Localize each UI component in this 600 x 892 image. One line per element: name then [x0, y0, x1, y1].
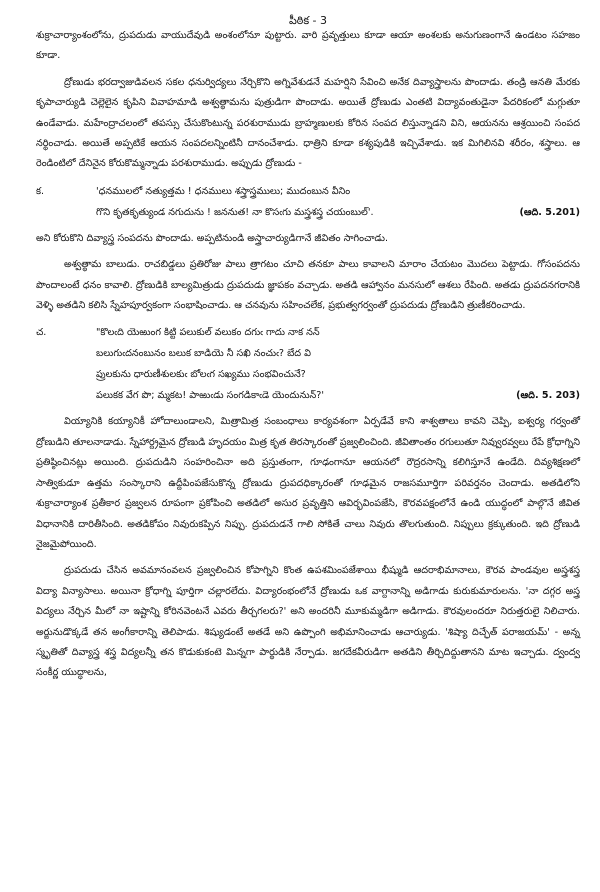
verse-reference: (ఆది. 5.201)	[519, 206, 580, 218]
paragraph-5: వియ్యానికి కయ్యానికీ హోదాలుండాలని, మిత్రామిత్ర సంబంధాలు కార్యవశంగా ఏర్పడేవే కాని శాశ్వతాలు కావని చెప్పి, ఐశ్వర్య గర్వంతో ద్రోణుడిని తూలనాడాడు. స్నేహార్ద్రమైన ద్రోణుడి హృదయం మిత్ర కృత తిరస్కారంతో ప్రజ్వలించింది. జీవితాంతం రగులుతూ నివ్వురవ్వలు రేపే క్రోధాగ్నిని ప్రతిష్ఠించినట్లు అయింది. ద్రుపదుడిని సంహరించినా అది ప్రస్తుతంగా, గూఢంగానూ ఆయనలో రౌద్రరసాన్ని కలిగిస్తూనే ఉండేది. దివ్యశిక్షణలో సాత్వికుడూ ఉత్తమ సంస్కారాని ఉద్దీపింపజేసుకొన్న ద్రోణుడు ద్రుపదధిక్కారంతో గూఢమైన రాజసమూర్తిగా పరివర్తనం చెందాడు. అతడిలోని శుక్రాచార్యాంశ ప్రతీకార ప్రజ్వలన రూపంగా ప్రకోపించి అతడిలో అసుర ప్రవృత్తిని ఆవిర్భవింపజేసి, కౌరవపక్షంలోనే ఉండి యుద్ధంలో పాల్గొనే జీవిత విధానానికి దారితీసింది. అతడికోపం నివురుకప్పిన నిప్పు. ద్రుపదుడనే గాలి సోకితే చాలు నివురు తొలగుతుంది. నిప్పులు క్రక్కుతుంది. ఇది ద్రోణుడి నైజమైపోయింది.	[36, 416, 580, 550]
paragraph-4: అశ్వత్థామ బాలుడు. రాచబిడ్డలు ప్రతిరోజు పాలు త్రాగటం చూచి తనకూ పాలు కావాలని మారాం చేయటం మొదలు పెట్టాడు. గోసంపదను పొందాలంటే ధనం కావాలి. ద్రోణుడికి బాల్యమిత్రుడు ద్రుపదుడు జ్ఞాపకం వచ్చాడు. అతడి ఆహ్వానం మనసులో ఆశలు రేపింది. అతడు ద్రుపదనగరానికి వెళ్ళి అతడిని కలిసి స్నేహపూర్వకంగా సంభాషించాడు. ఆ చనవును సహించలేక, ప్రభుత్వగర్వంతో ద్రుపదుడు ద్రోణుడిని త్రుణీకరించాడు.	[36, 259, 580, 312]
verse-lines	[96, 181, 580, 223]
verse-lines	[96, 322, 580, 406]
verse-line: 'ధనములలో నత్యుత్తమ ! ధనములు శస్త్రాస్త్రములు; ముదంబున వీనిం	[96, 185, 351, 197]
paragraph-2: ద్రోణుడు భరద్వాజుడివలన సకల ధనుర్విద్యలు నేర్చికొని అగ్నివేశుడనే మహర్షిని సేవించి అనేక దివ్యాస్త్రాలను పొందాడు. తండ్రి ఆనతి మేరకు కృపాచార్యుడి చెల్లెలైన కృపిని వివాహమాడి అశ్వత్థామను పుత్రుడిగా పొందాడు. అయితే ద్రోణుడు ఎంతటి విద్యావంతుడైనా పేదరికంలో మగ్గుతూ ఉండేవాడు. మహేంద్రాచలంలో తపస్సు చేసుకొంటున్న పరశురాముడు బ్రాహ్మణులకు కోరిన సంపద లిస్తున్నాడని విని, ఆయనను ఆశ్రయించి సంపద నర్థించాడు. అయితే అప్పటికే ఆయన సంపదలన్నింటినీ దానంచేశాడు. ధాత్రిని కూడా కశ్యపుడికి ఇచ్చివేశాడు. ఇక మిగిలినవి శరీరం, శస్త్రాలు. ఆ రెండింటిలో దేనినైన కోరుకొమ్మన్నాడు పరశురాముడు. అప్పుడు ద్రోణుడు -	[36, 76, 580, 170]
verse-reference: (ఆది. 5. 203)	[516, 390, 580, 402]
verse-line: గొని కృతకృత్యుండ నగుదును ! జననుత! నా కొసఁగు మస్త్రశస్త్ర చయంబుల్'. (ఆది. 5.201)	[96, 202, 580, 223]
verse-kanda	[36, 181, 580, 223]
verse-line: బలుగుఁదనంబునం బలుక బాడియె నీ సఖి నంచుఁ? బేద వి	[96, 348, 311, 360]
verse-line: పలుకక వేగ పొ; మ్మకట! పాఱుఁడు సంగడికాఁడె యెందునున్?' (ఆది. 5. 203)	[96, 385, 580, 406]
verse-meter: చ.	[36, 327, 47, 339]
paragraph-3: అని కోరుకొని దివ్యాస్త్ర సంపదను పొందాడు. అప్పటినుండి అస్త్రాచార్యుడిగానే జీవితం సాగించాడు.	[36, 232, 388, 244]
verse-meter: క.	[36, 185, 45, 197]
paragraph-1: శుక్రాచార్యాంశంలోను, ద్రుపదుడు వాయుదేవుడి అంశంలోనూ పుట్టారు. వారి ప్రవృత్తులు కూడా ఆయా అంశలకు అనుగుణంగానే ఉండటం సహజం కూడా.	[36, 30, 580, 62]
verse-line: ప్రులకును ధారుణీశులకుఁ బోలఁగ సఖ్యము సంభవించునే?	[96, 369, 306, 381]
verse-champakamala	[36, 322, 580, 406]
paragraph-6: ద్రుపదుడు చేసిన అవమానంవలన ప్రజ్వలించిన కోపాగ్నిని కొంత ఉపశమింపజేశాయి భీష్ముడి ఆదరాభిమానాలు, కౌరవ పాండవుల అస్త్రశస్త్ర విద్యా విన్యాసాలు. అయినా క్రోధాగ్ని పూర్తిగా చల్లారలేదు. విద్యారంభంలోనే ద్రోణుడు ఒక వాగ్దానాన్ని అడిగాడు కురుకుమారులను. 'నా దగ్గర అస్త్ర విద్యలు నేర్చిన మీలో నా ఇష్టాన్ని కోరినవెంటనే ఎవరు తీర్చగలరు?' అని అందరినీ మూకుమ్మడిగా అడిగాడు. కౌరవులందరూ నిరుత్తరులై నిలిచారు. అర్జునుడొక్కడే తన అంగీకారాన్ని తెలిపాడు. శిష్యుడంటే అతడే అని ఉప్పొంగి అభిమానించాడు ఆచార్యుడు. 'శిష్యా దిచ్ఛేత్ పరాజయమ్' - అన్న స్మృతితో దివ్యాస్త్ర శస్త్ర విద్యలన్నీ తన కొడుకుకంటె మిన్నగా పార్థుడికి నేర్పాడు. జగదేకవీరుడిగా అతడిని తీర్చిదిద్దుతానని మాట ఇచ్చాడు. ద్వంద్వ సంకీర్ణ యుద్ధాలను,	[36, 565, 580, 679]
page-header: పీఠిక - 3	[288, 14, 328, 27]
verse-line: "కొలఁది యెఱుంగ కిట్టి పలుకుల్ వలుకం దగుఁ గాదు నాక నన్	[96, 327, 320, 339]
